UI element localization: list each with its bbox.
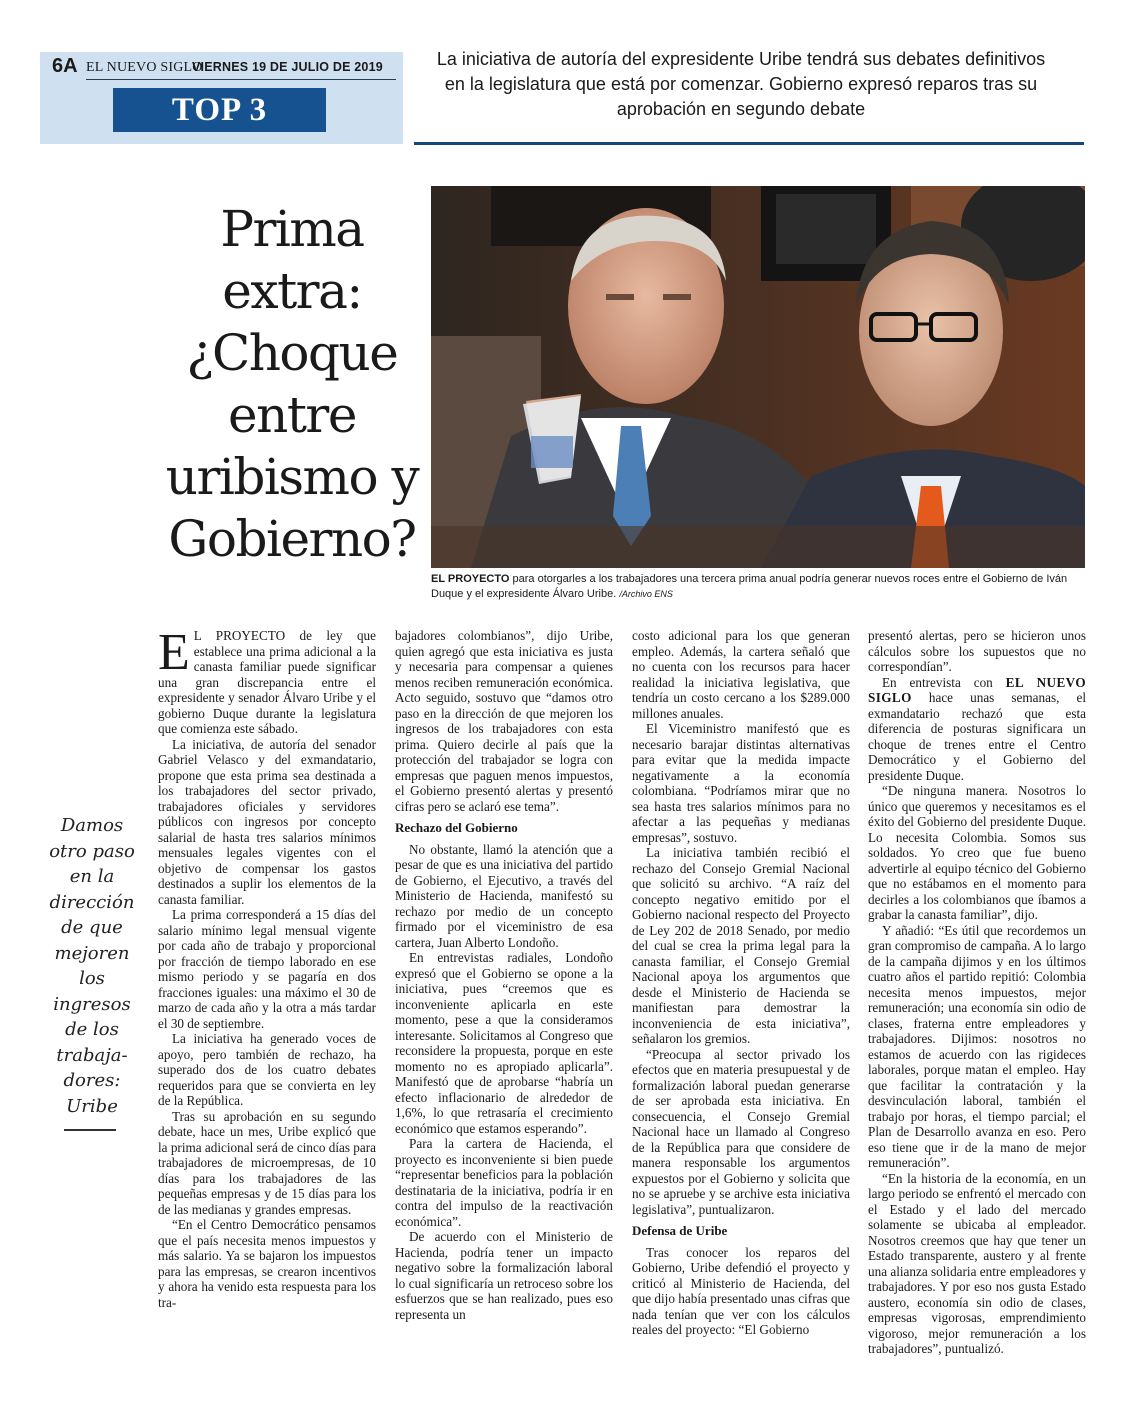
article-deck: La iniciativa de autoría del expresidente Uribe tendrá sus debates definitivos en la legislatura que está por comenzar. Gobierno expresó reparos tras su aprobación en segundo debate: [436, 49, 1046, 119]
pull-quote-rule: [64, 1129, 116, 1131]
article-text: En entrevista con: [882, 674, 1006, 690]
headline-line: uribismo y: [165, 448, 419, 506]
newspaper-name: EL NUEVO SIGLO: [86, 60, 203, 75]
headline-line: Prima: [220, 200, 364, 258]
pull-quote: [40, 813, 144, 1119]
article-paragraph: La iniciativa también recibió el rechazo del Consejo Gremial Nacional que solicitó su archivo. “A raíz del concepto negativo emitido por el Gobierno nacional respecto del Proyecto de Ley 202 de 2018 Senado, por medio del cual se crea la prima legal para la canasta familiar, el Consejo Gremial Nacional apoya los argumentos que desde el Ministerio de Hacienda se manifiestan para demostrar la inconveniencia de esta iniciativa”, señalaron los gremios.: [632, 845, 850, 1046]
header-rule: [86, 79, 396, 80]
article-column-2: [395, 628, 613, 1322]
article-text: hace unas semanas, el exmandatario rechazó que esta diferencia de posturas significara un choque de trenes entre el Centro Democrático y el Gobierno del presidente Duque.: [868, 690, 1086, 783]
article-paragraph: bajadores colombianos”, dijo Uribe, quien agregó que esta iniciativa es justa y necesaria para compensar a quienes menos reciben remuneración económica. Acto seguido, sostuvo que “damos otro paso en la dirección de que mejoren los ingresos de los trabajadores con esta prima. Quiero decirle al país que la protección del trabajador se logra con empresas que paguen menos impuestos, el Gobierno presentó alertas y presentó cifras pero se aclaró ese tema”.: [395, 628, 613, 814]
photo-illustration: [431, 186, 1085, 568]
article-subhead: Defensa de Uribe: [632, 1223, 728, 1238]
article-paragraph: “De ninguna manera. Nosotros lo único que queremos y necesitamos es el éxito del Gobierno del presidente Duque. Lo necesita Colombia. Somos sus soldados. Yo creo que fue bueno advertirle al equipo técnico del Gobierno que no estábamos en el momento para decirles a los colombianos que íbamos a grabar la canasta familiar”, dijo.: [868, 783, 1086, 922]
article-paragraph: No obstante, llamó la atención que a pesar de que es una iniciativa del partido de Gobierno, el Ejecutivo, a través del Ministerio de Hacienda, manifestó su rechazo por medio de un concepto firmado por el viceministro de esa cartera, Juan Alberto Londoño.: [395, 841, 613, 950]
article-paragraph: La iniciativa, de autoría del senador Gabriel Velasco y del exmandatario, propone que esta prima sea destinada a los trabajadores del sector privado, trabajadores oficiales y servidores públicos con ingresos por concepto salarial de hasta tres salarios mínimos mensuales legales vigentes con el objetivo de compensar los gastos destinados a suplir los elementos de la canasta familiar.: [158, 736, 376, 907]
headline-line: Gobierno?: [168, 510, 416, 568]
newspaper-name-inline: EL NUEVO SIGLO: [868, 674, 1086, 705]
headline: [155, 198, 429, 570]
article-paragraph: De acuerdo con el Ministerio de Hacienda, podría tener un impacto negativo sobre la formalización laboral lo cual significaría un retroceso sobre los esfuerzos que se han realizado, pues eso representa un: [395, 1229, 613, 1322]
drop-cap: E: [158, 624, 190, 681]
photo-caption: [431, 572, 1081, 602]
article-column-3: [632, 628, 850, 1338]
article-paragraph: La iniciativa ha generado voces de apoyo, pero también de rechazo, ha superado dos de los cuatro debates requeridos para que se convierta en ley de la República.: [158, 1031, 376, 1108]
article-paragraph: Y añadió: “Es útil que recordemos un gran compromiso de campaña. A lo largo de la campaña dijimos y en los últimos cuatro años el partido repitió: Colombia necesita menos impuestos, mejor remuneración; una economía sin odio de clases, fraterna entre empleadores y trabajadores. Dijimos: nosotros no estamos de acuerdo con las rigideces laborales, porque matan el empleo. Hay que facilitar la contratación y la desvinculación laboral, también el trabajo por horas, el tiempo parcial; el Plan de Desarrollo avanza en eso. Pero eso tiene que ir de la mano de mejor remuneración”.: [868, 922, 1086, 1170]
publication-date: VIERNES 19 DE JULIO DE 2019: [192, 60, 383, 74]
article-photo: [431, 186, 1085, 568]
headline-line: entre: [228, 386, 356, 444]
article-paragraph: “En la historia de la economía, en un largo periodo se enfrentó el mercado con el Estado y el lado del mercado solamente se ubicaba al empleador. Nosotros creemos que hay que tener un Estado transparente, austero y al frente una alianza solidaria entre empleadores y trabajadores. Y por eso nos gusta Estado austero, economía sin odio de clases, empresas vigorosas, emprendimiento vigoroso, mejor remuneración a los trabajadores”, puntualizó.: [868, 1170, 1086, 1356]
article-paragraph: Tras su aprobación en su segundo debate, hace un mes, Uribe explicó que la prima adicional será de cinco días para trabajadores de microempresas, de 10 días para los trabajadores de las pequeñas empresas y de 15 días para los de las medianas y grandes empresas.: [158, 1108, 376, 1217]
pull-quote-line: dirección: [49, 891, 135, 913]
caption-lead: EL PROYECTO: [431, 573, 510, 585]
pull-quote-line: Uribe: [66, 1095, 118, 1117]
headline-line: extra:: [222, 262, 362, 320]
article-paragraph: costo adicional para los que generan empleo. Además, la cartera señaló que no cuenta con los recursos para hacer realidad la iniciativa legislativa, que tendría un costo cercano a los $289.000 millones anuales.: [632, 628, 850, 721]
pull-quote-line: ingresos: [53, 993, 131, 1015]
article-paragraph: Para la cartera de Hacienda, el proyecto es inconveniente si bien puede “representar beneficios para la población destinataria de la iniciativa, podría ir en contra del impulso de la reactivación económica”.: [395, 1136, 613, 1229]
pull-quote-line: Damos: [60, 815, 124, 836]
article-paragraph: El Viceministro manifestó que es necesario barajar distintas alternativas para evitar que la medida impacte negativamente a la economía colombiana. “Podríamos mirar que no sea hasta tres salarios mínimos para no afectar a las pequeñas y medianas empresas”, sostuvo.: [632, 721, 850, 845]
pull-quote-line: de los: [65, 1019, 119, 1040]
pull-quote-line: dores:: [63, 1070, 121, 1091]
pull-quote-line: trabaja-: [56, 1044, 128, 1066]
article-paragraph: La prima corresponderá a 15 días del salario mínimo legal mensual vigente por cada año de trabajo y proporcional por fracción de tiempo laborado en ese mismo periodo y se pagaría en dos fracciones iguales: una máximo el 30 de marzo de cada año y la otra a más tardar el 30 de septiembre.: [158, 907, 376, 1031]
article-paragraph: presentó alertas, pero se hicieron unos cálculos sobre los supuestos que no correspondían”.: [868, 628, 1086, 674]
deck-rule: [414, 142, 1084, 145]
article-paragraph: “Preocupa al sector privado los efectos que en materia presupuestal y de formalización laboral puedan generarse de ser aprobada esta iniciativa. En consecuencia, el Consejo Gremial Nacional hace un llamado al Congreso de la República para que considere de manera responsable los argumentos expuestos por el Gobierno y solicita que no se apruebe y se archive esta iniciativa legislativa”, puntualizaron.: [632, 1046, 850, 1217]
page-number: 6A: [52, 55, 78, 77]
article-text: L PROYECTO de ley que establece una prima adicional a la canasta familiar puede significar una gran discrepancia entre el expresidente y senador Álvaro Uribe y el gobierno Duque durante la legislatura que comienza este sábado.: [158, 628, 376, 736]
photo-credit: /Archivo ENS: [619, 589, 673, 599]
caption-text: para otorgarles a los trabajadores una tercera prima anual podría generar nuevos roces entre el Gobierno de Iván Duque y el expresidente Álvaro Uribe.: [431, 573, 1068, 600]
pull-quote-line: en la: [69, 866, 115, 887]
section-label: TOP 3: [113, 88, 326, 132]
headline-line: ¿Choque: [186, 324, 398, 382]
article-column-1: [158, 624, 376, 1310]
pull-quote-line: los: [79, 968, 105, 989]
pull-quote-line: mejoren: [54, 942, 130, 964]
article-subhead: Rechazo del Gobierno: [395, 820, 518, 835]
pull-quote-line: de que: [61, 917, 123, 938]
article-column-4: [868, 628, 1086, 1357]
article-paragraph: Tras conocer los reparos del Gobierno, Uribe defendió el proyecto y criticó al Ministerio de Hacienda, del que dijo había presentado unas cifras que nada tenían que ver con los cálculos reales del proyecto: “El Gobierno: [632, 1244, 850, 1337]
article-paragraph: En entrevistas radiales, Londoño expresó que el Gobierno se opone a la iniciativa, pues “creemos que es inconveniente aplicarla en este momento, pese a que la consideramos interesante. Solicitamos al Congreso que reconsidere la propuesta, porque en este momento no es apropiado aplicarla”. Manifestó que de aprobarse “habría un efecto inflacionario de alrededor de 1,6%, lo que retrasaría el crecimiento económico que estamos esperando”.: [395, 950, 613, 1136]
article-paragraph: [158, 624, 376, 737]
article-paragraph: [868, 675, 1086, 784]
article-paragraph: “En el Centro Democrático pensamos que el país necesita menos impuestos y más salario. Ya se bajaron los impuestos para las empresas, se crearon incentivos y ahora ha venido esta respuesta para los tra-: [158, 1217, 376, 1310]
pull-quote-line: otro paso: [49, 840, 135, 862]
